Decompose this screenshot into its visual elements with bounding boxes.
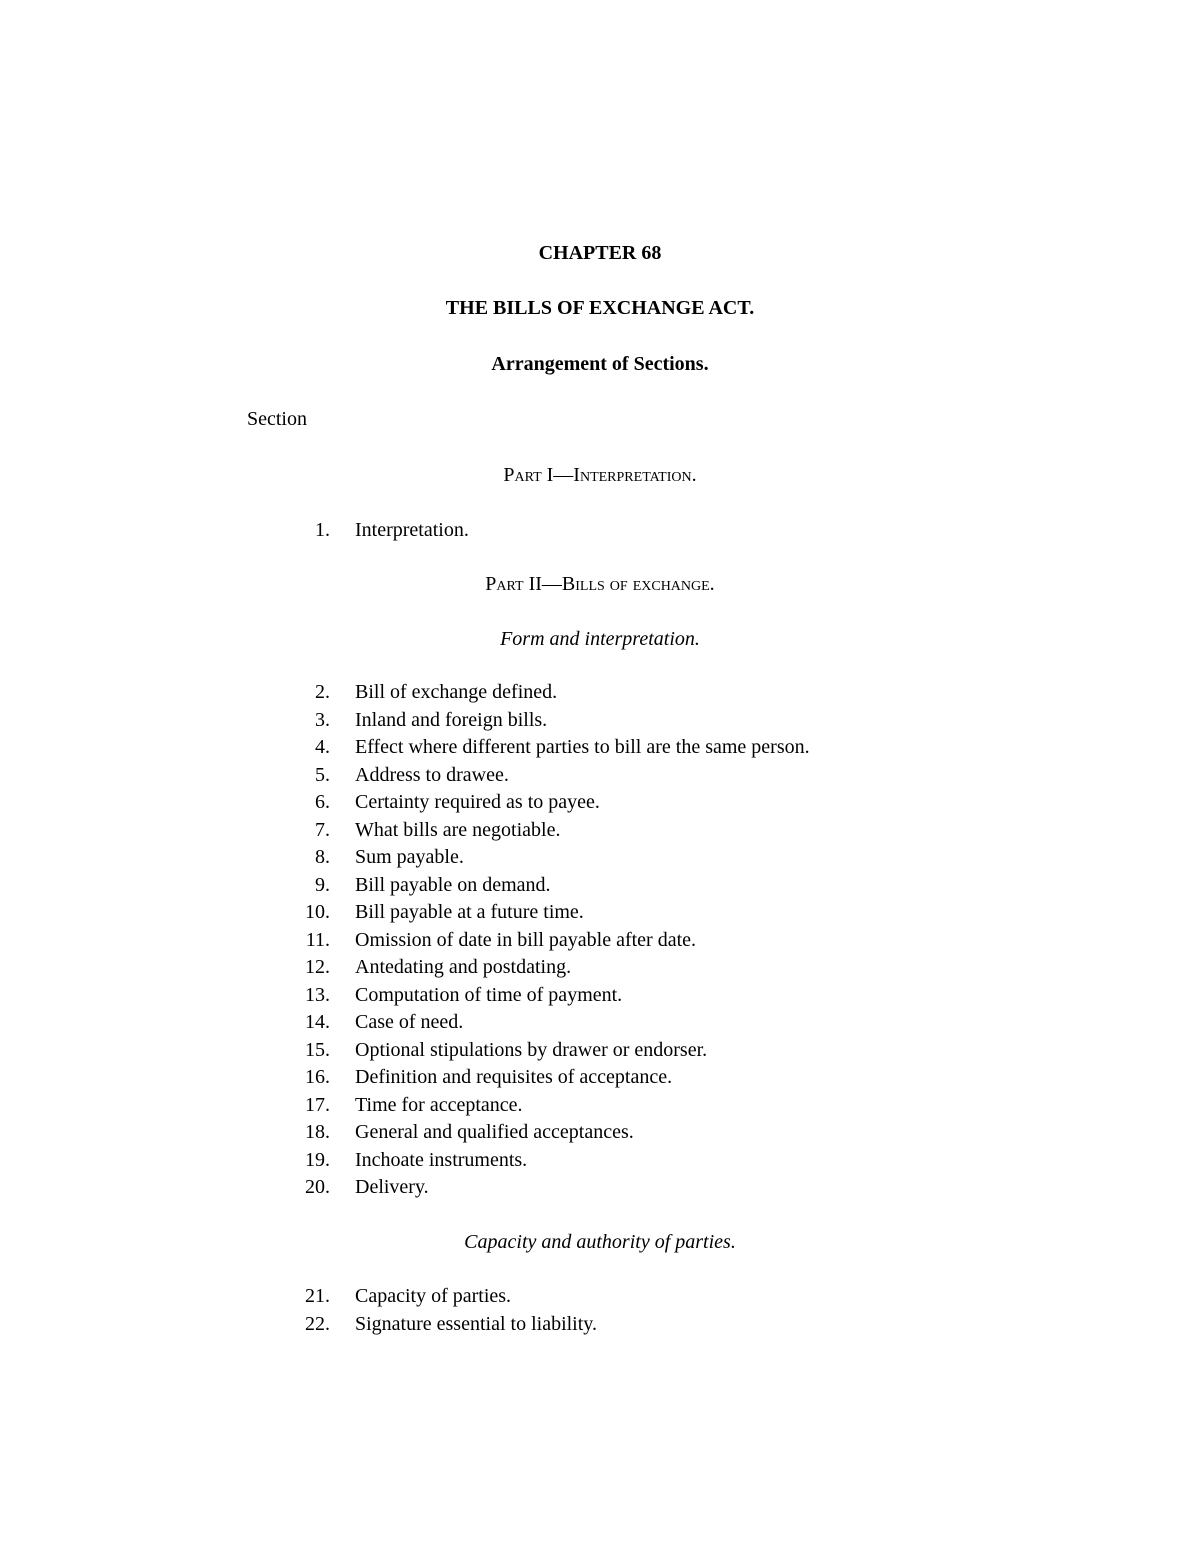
list-item <box>0 983 1200 1011</box>
section-title: Computation of time of payment. <box>355 983 623 1006</box>
section-title: Delivery. <box>355 1176 429 1198</box>
section-number: 9. <box>315 873 330 896</box>
section-title: What bills are negotiable. <box>355 818 561 841</box>
list-item <box>0 900 1200 928</box>
list-item <box>0 1175 1200 1203</box>
section-title: Bill of exchange defined. <box>355 681 558 703</box>
section-number: 8. <box>315 846 330 868</box>
section-title: Optional stipulations by drawer or endorser. <box>355 1038 708 1061</box>
section-number: 3. <box>315 708 330 731</box>
section-title: Capacity of parties. <box>355 1285 512 1307</box>
section-number: 22. <box>305 1312 330 1335</box>
section-number: 14. <box>305 1011 330 1033</box>
section-title: Signature essential to liability. <box>355 1312 597 1335</box>
list-item <box>0 518 1200 546</box>
list-item <box>0 680 1200 708</box>
section-number: 15. <box>305 1038 330 1061</box>
section-title: Bill payable at a future time. <box>355 901 584 923</box>
arrangement-heading: Arrangement of Sections. <box>491 353 709 375</box>
chapter-heading: CHAPTER 68 <box>538 242 662 264</box>
section-title: Sum payable. <box>355 846 464 868</box>
section-title: Interpretation. <box>355 519 469 541</box>
section-number: 6. <box>315 791 330 813</box>
section-title: Certainty required as to payee. <box>355 791 600 813</box>
list-item <box>0 1120 1200 1148</box>
section-number: 12. <box>305 956 330 978</box>
section-title: Antedating and postdating. <box>355 956 572 978</box>
section-list-form-and-interpretation <box>0 680 1200 1203</box>
section-title: Inchoate instruments. <box>355 1148 528 1171</box>
list-item <box>0 790 1200 818</box>
section-title: Omission of date in bill payable after date. <box>355 928 697 951</box>
section-number: 1. <box>315 519 330 541</box>
section-title: Bill payable on demand. <box>355 873 551 896</box>
section-number: 5. <box>315 763 330 786</box>
part-heading: Part I—Interpretation. <box>503 464 697 486</box>
act-title: THE BILLS OF EXCHANGE ACT. <box>445 297 755 319</box>
section-title: Time for acceptance. <box>355 1093 523 1116</box>
list-item <box>0 955 1200 983</box>
list-item <box>0 1065 1200 1093</box>
list-item <box>0 735 1200 763</box>
section-title: General and qualified acceptances. <box>355 1121 634 1143</box>
section-number: 13. <box>305 983 330 1006</box>
section-title: Address to drawee. <box>355 763 509 786</box>
list-item <box>0 763 1200 791</box>
section-number: 16. <box>305 1066 330 1088</box>
section-number: 20. <box>305 1176 330 1198</box>
list-item <box>0 1284 1200 1312</box>
list-item <box>0 845 1200 873</box>
section-number: 4. <box>315 736 330 758</box>
list-item <box>0 873 1200 901</box>
subheading: Capacity and authority of parties. <box>464 1231 736 1253</box>
subheading: Form and interpretation. <box>500 628 700 650</box>
section-number: 21. <box>305 1285 330 1307</box>
section-number: 7. <box>315 818 330 841</box>
list-item <box>0 708 1200 736</box>
section-title: Effect where different parties to bill are the same person. <box>355 736 810 758</box>
list-item <box>0 1093 1200 1121</box>
list-item <box>0 1312 1200 1340</box>
section-column-label: Section <box>247 408 307 430</box>
list-item <box>0 928 1200 956</box>
section-list-part-1 <box>0 518 1200 546</box>
section-number: 19. <box>305 1148 330 1171</box>
section-number: 11. <box>305 928 330 951</box>
section-number: 2. <box>315 681 330 703</box>
section-title: Definition and requisites of acceptance. <box>355 1066 673 1088</box>
section-number: 17. <box>305 1093 330 1116</box>
section-title: Case of need. <box>355 1011 464 1033</box>
list-item <box>0 1038 1200 1066</box>
list-item <box>0 1148 1200 1176</box>
section-list-capacity-and-authority <box>0 1284 1200 1339</box>
section-title: Inland and foreign bills. <box>355 708 548 731</box>
section-number: 10. <box>305 901 330 923</box>
list-item <box>0 1010 1200 1038</box>
section-number: 18. <box>305 1121 330 1143</box>
list-item <box>0 818 1200 846</box>
part-heading: Part II—Bills of exchange. <box>485 573 715 595</box>
